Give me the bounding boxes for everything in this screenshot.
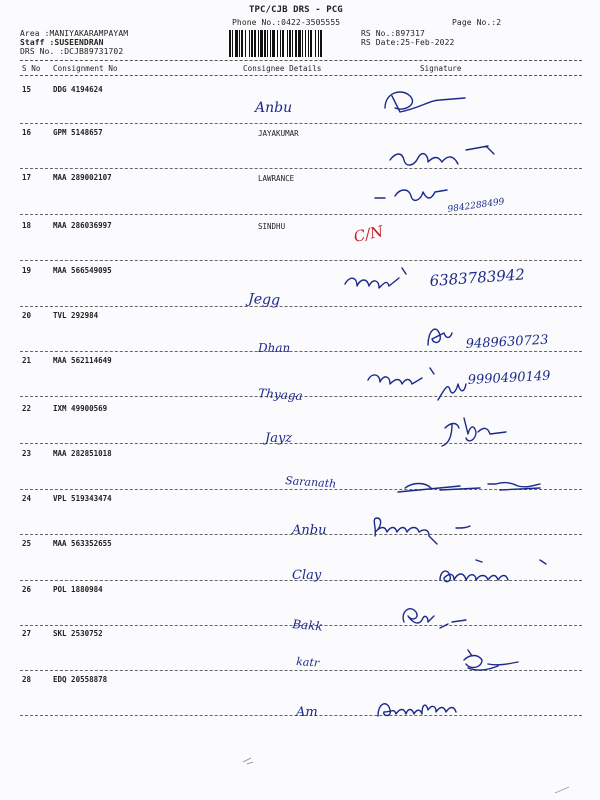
row-divider: [20, 260, 582, 261]
row-serial-number: 20: [22, 311, 32, 320]
handwritten-name: katr: [295, 655, 320, 670]
row-divider: [20, 670, 582, 671]
handwritten-name: Thyaga: [257, 386, 304, 404]
signature-scribble: [368, 368, 434, 384]
rs-number: RS No.:897317: [361, 29, 425, 38]
signature-scribble: [385, 92, 465, 112]
drs-number: DRS No. :DCJB89731702: [20, 47, 124, 56]
handwritten-note: C/N: [352, 222, 385, 246]
row-divider: [20, 214, 582, 215]
signature-scribble: [374, 518, 470, 544]
row-divider: [20, 351, 582, 352]
stray-mark: [555, 787, 569, 793]
row-divider: [20, 534, 582, 535]
handwritten-phone: 6383783942: [429, 265, 526, 290]
row-serial-number: 19: [22, 266, 32, 275]
area-label: Area :MANIYAKARAMPAYAM: [20, 29, 129, 38]
row-consignment-number: MAA 566549095: [53, 266, 112, 275]
row-serial-number: 23: [22, 449, 32, 458]
row-consignee-name: SINDHU: [258, 222, 286, 231]
row-serial-number: 24: [22, 494, 32, 503]
signature-scribble: [390, 146, 494, 165]
row-serial-number: 26: [22, 585, 32, 594]
row-consignment-number: MAA 289002107: [53, 173, 112, 182]
row-consignment-number: MAA 282851018: [53, 449, 112, 458]
row-divider: [20, 306, 582, 307]
row-consignment-number: EDQ 20558878: [53, 675, 108, 684]
row-divider: [20, 168, 582, 169]
handwritten-name: Am: [296, 705, 318, 720]
row-divider: [20, 625, 582, 626]
barcode-bar: [322, 30, 324, 57]
row-consignment-number: MAA 563352655: [53, 539, 112, 548]
handwritten-phone: 9990490149: [467, 368, 551, 388]
row-serial-number: 27: [22, 629, 32, 638]
handwritten-name: Dhan: [258, 341, 291, 355]
row-divider: [20, 715, 582, 716]
row-serial-number: 25: [22, 539, 32, 548]
signature-scribble: [375, 190, 447, 200]
signature-scribble: [464, 650, 518, 670]
handwritten-name: Anbu: [255, 100, 293, 116]
row-divider: [20, 396, 582, 397]
row-serial-number: 22: [22, 404, 32, 413]
handwritten-name: Jegg: [247, 291, 281, 309]
stray-mark: [243, 758, 253, 764]
row-serial-number: 17: [22, 173, 32, 182]
rs-date: RS Date:25-Feb-2022: [361, 38, 455, 47]
phone-number: Phone No.:0422-3505555: [232, 18, 341, 27]
handwritten-name: Anbu: [292, 523, 327, 538]
row-consignment-number: VPL 519343474: [53, 494, 112, 503]
handwritten-name: Jayz: [265, 431, 293, 446]
row-divider: [20, 443, 582, 444]
row-serial-number: 16: [22, 128, 32, 137]
sheet-title: TPC/CJB DRS - PCG: [249, 5, 343, 15]
col-header-consignment: Consignment No: [53, 64, 118, 73]
handwritten-name: Saranath: [284, 474, 337, 491]
row-consignment-number: TVL 292984: [53, 311, 99, 320]
row-consignment-number: MAA 562114649: [53, 356, 112, 365]
row-consignment-number: POL 1880984: [53, 585, 103, 594]
col-header-consignee: Consignee Details: [243, 64, 322, 73]
row-consignment-number: SKL 2530752: [53, 629, 103, 638]
row-consignment-number: MAA 286036997: [53, 221, 112, 230]
handwritten-name: Clay: [292, 568, 322, 583]
row-consignee-name: JAYAKUMAR: [258, 129, 299, 138]
handwritten-name: Bakk: [291, 617, 324, 634]
row-serial-number: 15: [22, 85, 32, 94]
page-number: Page No.:2: [452, 18, 502, 27]
signature-scribble: [440, 560, 546, 582]
signature-scribble: [398, 483, 540, 492]
row-divider: [20, 580, 582, 581]
signature-scribble: [428, 329, 452, 345]
row-consignment-number: DDG 4194624: [53, 85, 103, 94]
row-divider: [20, 489, 582, 490]
header-separator: [20, 60, 582, 61]
handwritten-phone: 9489630723: [465, 332, 549, 352]
staff-label: Staff :SUSEENDRAN: [20, 38, 104, 47]
signature-scribble: [345, 268, 406, 288]
row-serial-number: 21: [22, 356, 32, 365]
signature-scribble: [442, 418, 506, 446]
row-consignment-number: GPM 5148657: [53, 128, 103, 137]
signature-scribble: [438, 384, 466, 400]
row-consignee-name: LAWRANCE: [258, 174, 295, 183]
column-header-separator: [20, 75, 582, 76]
col-header-signature: Signature: [420, 64, 462, 73]
row-consignment-number: IXM 49900569: [53, 404, 108, 413]
col-header-sno: S No: [22, 64, 41, 73]
barcode: [229, 30, 359, 57]
row-divider: [20, 123, 582, 124]
row-serial-number: 18: [22, 221, 32, 230]
row-serial-number: 28: [22, 675, 32, 684]
handwritten-phone: 9842288499: [447, 197, 506, 215]
